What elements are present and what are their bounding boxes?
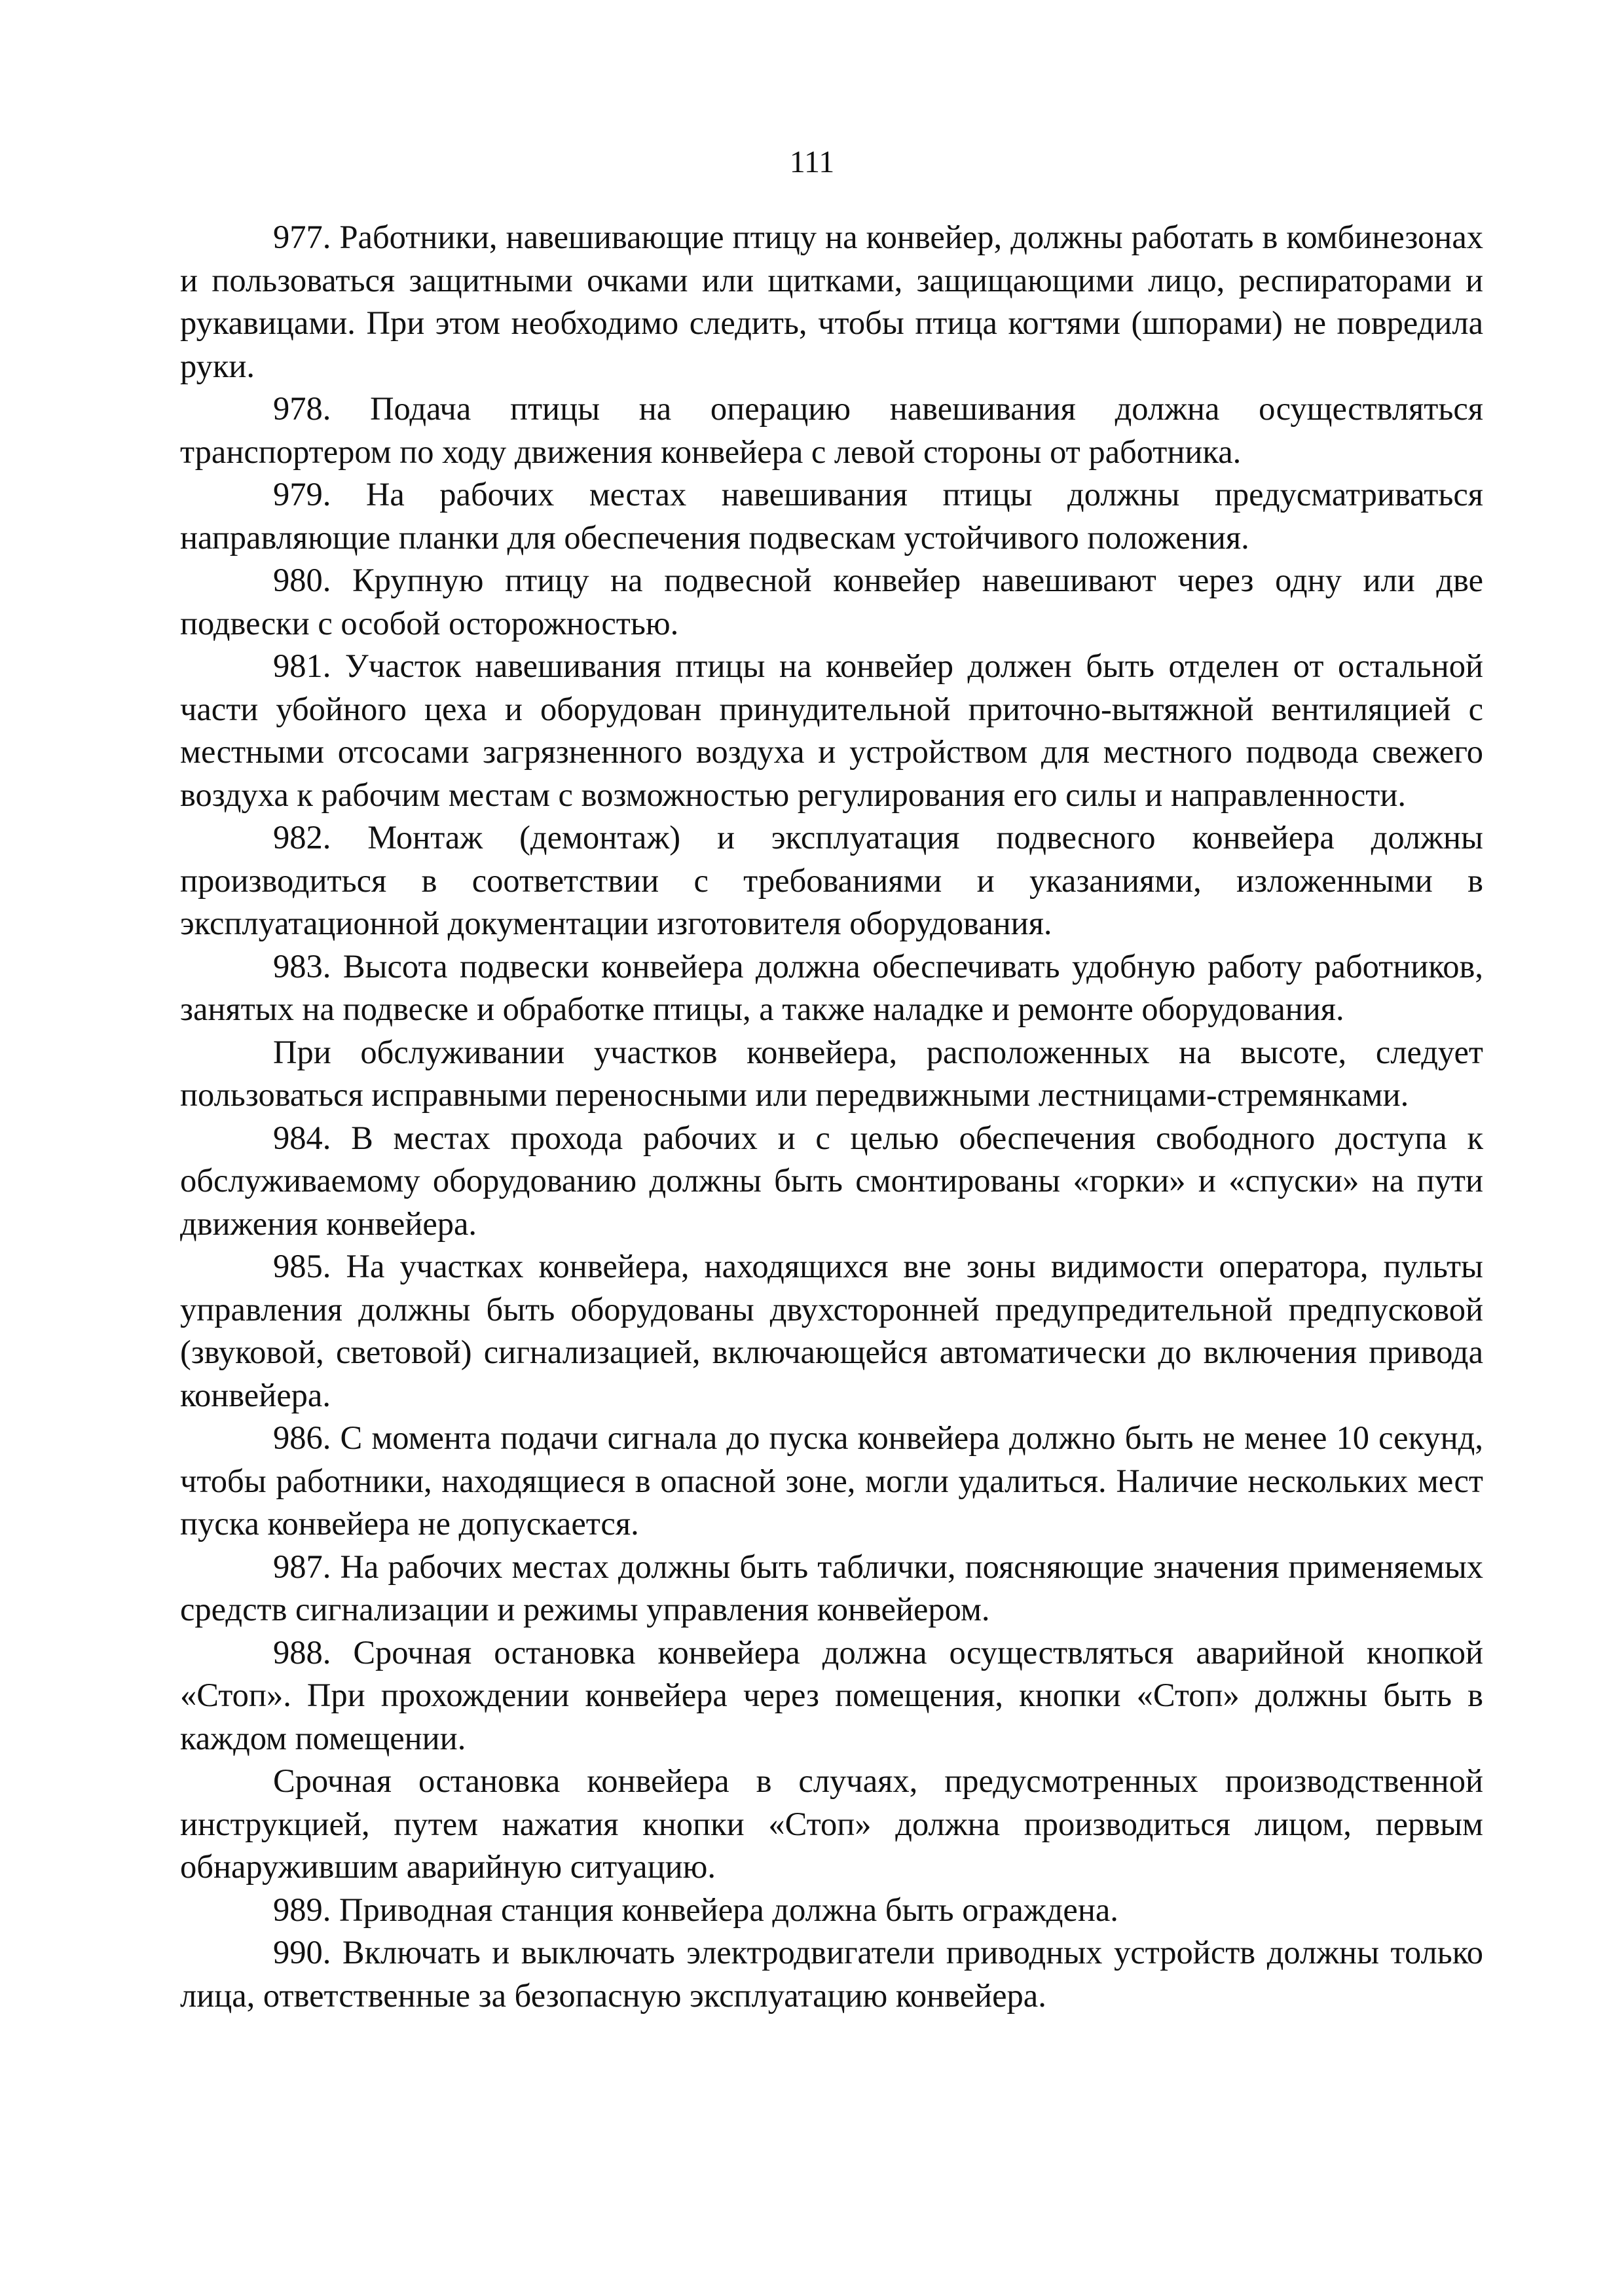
paragraph-990: 990. Включать и выключать электродвигатели приводных устройств должны только лица, ответственные за безопасную эксплуатацию конвейера.: [180, 1934, 1483, 2014]
paragraph-982: 982. Монтаж (демонтаж) и эксплуатация подвесного конвейера должны производиться в соответствии с требованиями и указаниями, изложенными в эксплуатационной документации изготовителя оборудования.: [180, 819, 1483, 941]
paragraph-987: 987. На рабочих местах должны быть таблички, поясняющие значения применяемых средств сигнализации и режимы управления конвейером.: [180, 1548, 1483, 1628]
paragraph-988: 988. Срочная остановка конвейера должна осуществляться аварийной кнопкой «Стоп». При прохождении конвейера через помещения, кнопки «Стоп» должны быть в каждом помещении.: [180, 1633, 1483, 1757]
document-body: [180, 216, 1483, 2017]
paragraph-981: 981. Участок навешивания птицы на конвейер должен быть отделен от остальной части убойного цеха и оборудован принудительной приточно-вытяжной вентиляцией с местными отсосами загрязненного воздуха и устройством для местного подвода свежего воздуха к рабочим местам с возможностью регулирования его силы и направленности.: [180, 647, 1483, 813]
paragraph-983-continuation: При обслуживании участков конвейера, расположенных на высоте, следует пользоваться исправными переносными или передвижными лестницами-стремянками.: [180, 1033, 1483, 1113]
paragraph-985: 985. На участках конвейера, находящихся вне зоны видимости оператора, пульты управления должны быть оборудованы двухсторонней предупредительной предпусковой (звуковой, световой) сигнализацией, включающейся автоматически до включения привода конвейера.: [180, 1248, 1483, 1413]
paragraph-988-continuation: Срочная остановка конвейера в случаях, предусмотренных производственной инструкцией, путем нажатия кнопки «Стоп» должна производиться лицом, первым обнаружившим аварийную ситуацию.: [180, 1762, 1483, 1885]
paragraph-986: 986. С момента подачи сигнала до пуска конвейера должно быть не менее 10 секунд, чтобы работники, находящиеся в опасной зоне, могли удалиться. Наличие нескольких мест пуска конвейера не допускается.: [180, 1419, 1483, 1542]
paragraph-978: 978. Подача птицы на операцию навешивания должна осуществляться транспортером по ходу движения конвейера с левой стороны от работника.: [180, 390, 1483, 470]
paragraph-980: 980. Крупную птицу на подвесной конвейер навешивают через одну или две подвески с особой осторожностью.: [180, 562, 1483, 642]
page-number: 111: [789, 145, 835, 179]
paragraph-984: 984. В местах прохода рабочих и с целью обеспечения свободного доступа к обслуживаемому оборудованию должны быть смонтированы «горки» и «спуски» на пути движения конвейера.: [180, 1119, 1483, 1242]
paragraph-989: 989. Приводная станция конвейера должна быть ограждена.: [273, 1891, 1118, 1928]
paragraph-977: 977. Работники, навешивающие птицу на конвейер, должны работать в комбинезонах и пользоваться защитными очками или щитками, защищающими лицо, респираторами и рукавицами. При этом необходимо следить, чтобы птица когтями (шпорами) не повредила руки.: [180, 219, 1483, 384]
paragraph-979: 979. На рабочих местах навешивания птицы должны предусматриваться направляющие планки для обеспечения подвескам устойчивого положения.: [180, 476, 1483, 556]
paragraph-983: 983. Высота подвески конвейера должна обеспечивать удобную работу работников, занятых на подвеске и обработке птицы, а также наладке и ремонте оборудования.: [180, 947, 1483, 1027]
